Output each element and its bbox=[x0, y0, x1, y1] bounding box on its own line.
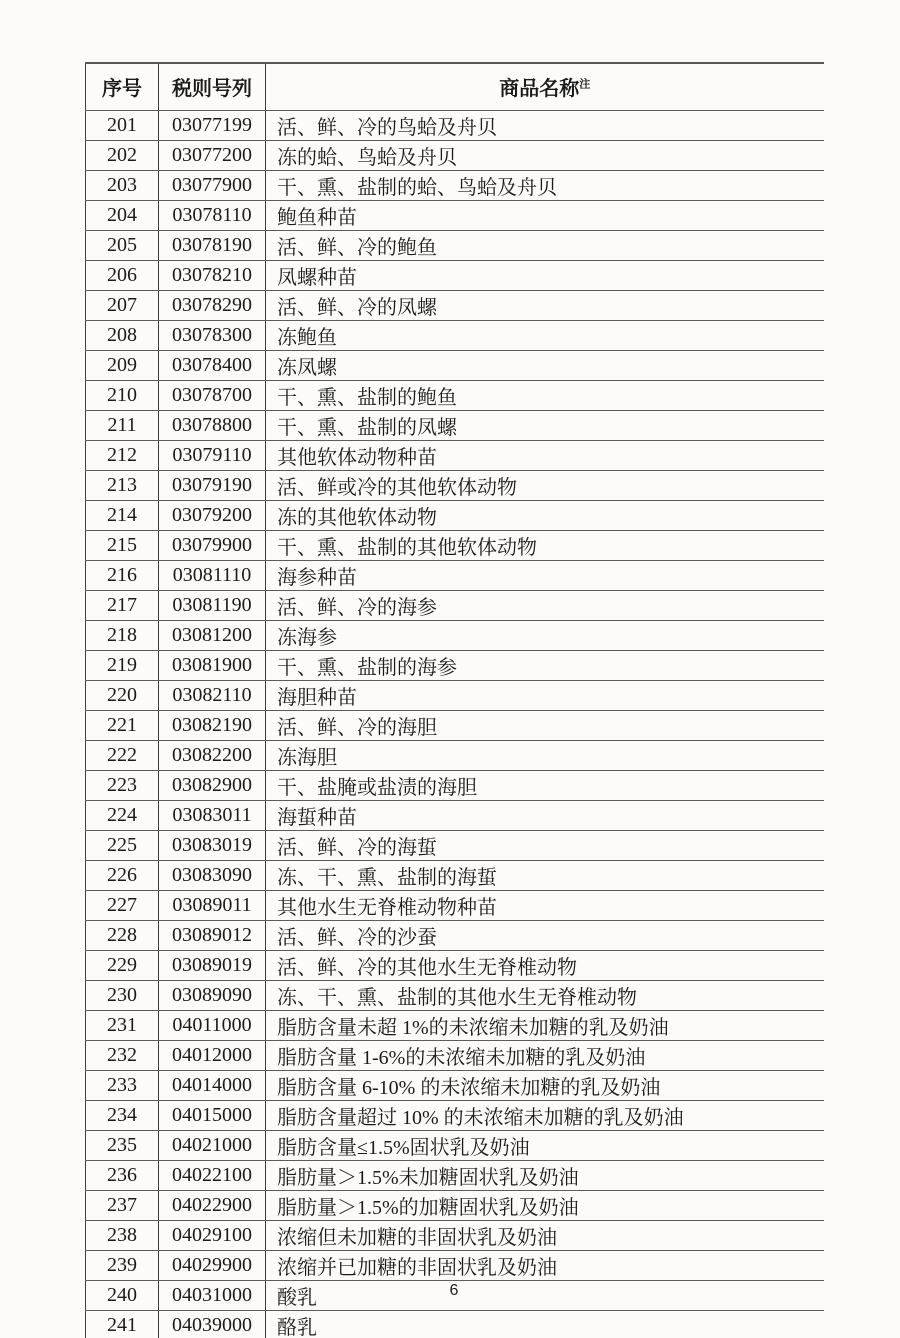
tariff-code-cell: 03083019 bbox=[159, 830, 266, 860]
row-index-cell: 215 bbox=[86, 530, 159, 560]
product-name-cell: 冻的蛤、鸟蛤及舟贝 bbox=[266, 140, 824, 170]
product-name-cell: 活、鲜、冷的海参 bbox=[266, 590, 824, 620]
row-index-cell: 220 bbox=[86, 680, 159, 710]
row-index-cell: 239 bbox=[86, 1250, 159, 1280]
tariff-code-cell: 04029900 bbox=[159, 1250, 266, 1280]
product-name-cell: 脂肪含量 6-10% 的未浓缩未加糖的乳及奶油 bbox=[266, 1070, 824, 1100]
row-index-cell: 204 bbox=[86, 200, 159, 230]
table-row bbox=[86, 860, 824, 890]
row-index-cell: 201 bbox=[86, 110, 159, 140]
tariff-code-cell: 03082200 bbox=[159, 740, 266, 770]
product-name-cell: 凤螺种苗 bbox=[266, 260, 824, 290]
table-body bbox=[86, 110, 824, 1338]
row-index-cell: 213 bbox=[86, 470, 159, 500]
product-name-cell: 浓缩但未加糖的非固状乳及奶油 bbox=[266, 1220, 824, 1250]
row-index-cell: 210 bbox=[86, 380, 159, 410]
tariff-code-cell: 03078290 bbox=[159, 290, 266, 320]
product-name-cell: 脂肪量＞1.5%的加糖固状乳及奶油 bbox=[266, 1190, 824, 1220]
tariff-code-cell: 04039000 bbox=[159, 1310, 266, 1338]
product-name-cell: 脂肪含量未超 1%的未浓缩未加糖的乳及奶油 bbox=[266, 1010, 824, 1040]
table-row bbox=[86, 740, 824, 770]
table-row bbox=[86, 1190, 824, 1220]
product-name-cell: 活、鲜、冷的海蜇 bbox=[266, 830, 824, 860]
table-row bbox=[86, 890, 824, 920]
product-name-cell: 冻凤螺 bbox=[266, 350, 824, 380]
tariff-code-cell: 03078110 bbox=[159, 200, 266, 230]
product-name-cell: 脂肪含量≤1.5%固状乳及奶油 bbox=[266, 1130, 824, 1160]
row-index-cell: 229 bbox=[86, 950, 159, 980]
row-index-cell: 238 bbox=[86, 1220, 159, 1250]
product-name-cell: 干、熏、盐制的其他软体动物 bbox=[266, 530, 824, 560]
tariff-code-cell: 03081190 bbox=[159, 590, 266, 620]
row-index-cell: 218 bbox=[86, 620, 159, 650]
tariff-code-cell: 03081900 bbox=[159, 650, 266, 680]
col-header-name-label: 商品名称 bbox=[499, 78, 580, 101]
product-name-cell: 冻海胆 bbox=[266, 740, 824, 770]
table-row bbox=[86, 170, 824, 200]
row-index-cell: 208 bbox=[86, 320, 159, 350]
product-name-cell: 冻的其他软体动物 bbox=[266, 500, 824, 530]
table-row bbox=[86, 1070, 824, 1100]
table-row bbox=[86, 1220, 824, 1250]
table-row bbox=[86, 950, 824, 980]
tariff-code-cell: 03079110 bbox=[159, 440, 266, 470]
row-index-cell: 217 bbox=[86, 590, 159, 620]
col-header-name bbox=[266, 63, 824, 110]
product-name-cell: 活、鲜、冷的其他水生无脊椎动物 bbox=[266, 950, 824, 980]
product-name-cell: 酸乳 bbox=[266, 1280, 824, 1310]
table-row bbox=[86, 1040, 824, 1070]
table-row bbox=[86, 470, 824, 500]
row-index-cell: 223 bbox=[86, 770, 159, 800]
product-name-cell: 活、鲜、冷的鲍鱼 bbox=[266, 230, 824, 260]
row-index-cell: 233 bbox=[86, 1070, 159, 1100]
row-index-cell: 227 bbox=[86, 890, 159, 920]
table-row bbox=[86, 380, 824, 410]
table-row bbox=[86, 680, 824, 710]
row-index-cell: 231 bbox=[86, 1010, 159, 1040]
tariff-code-cell: 03089019 bbox=[159, 950, 266, 980]
product-name-cell: 干、熏、盐制的海参 bbox=[266, 650, 824, 680]
tariff-code-cell: 03082110 bbox=[159, 680, 266, 710]
row-index-cell: 224 bbox=[86, 800, 159, 830]
header-row bbox=[86, 63, 824, 110]
tariff-code-cell: 04012000 bbox=[159, 1040, 266, 1070]
tariff-code-cell: 04029100 bbox=[159, 1220, 266, 1250]
product-name-cell: 干、盐腌或盐渍的海胆 bbox=[266, 770, 824, 800]
row-index-cell: 216 bbox=[86, 560, 159, 590]
table-row bbox=[86, 140, 824, 170]
table-row bbox=[86, 920, 824, 950]
row-index-cell: 226 bbox=[86, 860, 159, 890]
product-name-cell: 冻、干、熏、盐制的其他水生无脊椎动物 bbox=[266, 980, 824, 1010]
row-index-cell: 232 bbox=[86, 1040, 159, 1070]
row-index-cell: 206 bbox=[86, 260, 159, 290]
product-name-cell: 冻、干、熏、盐制的海蜇 bbox=[266, 860, 824, 890]
table-row bbox=[86, 350, 824, 380]
product-name-cell: 脂肪含量 1-6%的未浓缩未加糖的乳及奶油 bbox=[266, 1040, 824, 1070]
col-header-name-note-mark: 注 bbox=[579, 78, 591, 91]
table-row bbox=[86, 320, 824, 350]
product-name-cell: 冻海参 bbox=[266, 620, 824, 650]
row-index-cell: 205 bbox=[86, 230, 159, 260]
table-row bbox=[86, 230, 824, 260]
table-row bbox=[86, 440, 824, 470]
table-row bbox=[86, 800, 824, 830]
row-index-cell: 228 bbox=[86, 920, 159, 950]
tariff-code-cell: 03078400 bbox=[159, 350, 266, 380]
table-row bbox=[86, 260, 824, 290]
table-row bbox=[86, 620, 824, 650]
product-name-cell: 浓缩并已加糖的非固状乳及奶油 bbox=[266, 1250, 824, 1280]
tariff-code-cell: 03078800 bbox=[159, 410, 266, 440]
product-name-cell: 其他水生无脊椎动物种苗 bbox=[266, 890, 824, 920]
tariff-code-cell: 03081110 bbox=[159, 560, 266, 590]
product-name-cell: 活、鲜、冷的凤螺 bbox=[266, 290, 824, 320]
product-name-cell: 干、熏、盐制的凤螺 bbox=[266, 410, 824, 440]
table-row bbox=[86, 500, 824, 530]
table-header bbox=[86, 63, 824, 110]
row-index-cell: 209 bbox=[86, 350, 159, 380]
tariff-code-cell: 04022100 bbox=[159, 1160, 266, 1190]
row-index-cell: 241 bbox=[86, 1310, 159, 1338]
product-name-cell: 鲍鱼种苗 bbox=[266, 200, 824, 230]
tariff-code-cell: 03078700 bbox=[159, 380, 266, 410]
row-index-cell: 212 bbox=[86, 440, 159, 470]
row-index-cell: 207 bbox=[86, 290, 159, 320]
tariff-code-cell: 03089090 bbox=[159, 980, 266, 1010]
table-row bbox=[86, 1010, 824, 1040]
row-index-cell: 234 bbox=[86, 1100, 159, 1130]
product-name-cell: 活、鲜或冷的其他软体动物 bbox=[266, 470, 824, 500]
tariff-code-cell: 04022900 bbox=[159, 1190, 266, 1220]
product-name-cell: 干、熏、盐制的鲍鱼 bbox=[266, 380, 824, 410]
table-row bbox=[86, 650, 824, 680]
table-row bbox=[86, 410, 824, 440]
table-row bbox=[86, 830, 824, 860]
table-row bbox=[86, 1130, 824, 1160]
tariff-code-cell: 04021000 bbox=[159, 1130, 266, 1160]
row-index-cell: 230 bbox=[86, 980, 159, 1010]
tariff-code-cell: 03089012 bbox=[159, 920, 266, 950]
row-index-cell: 225 bbox=[86, 830, 159, 860]
page-number: 6 bbox=[449, 1282, 459, 1299]
tariff-code-cell: 03082190 bbox=[159, 710, 266, 740]
tariff-code-cell: 03089011 bbox=[159, 890, 266, 920]
tariff-code-cell: 03081200 bbox=[159, 620, 266, 650]
product-name-cell: 海胆种苗 bbox=[266, 680, 824, 710]
table-row bbox=[86, 1160, 824, 1190]
col-header-code: 税则号列 bbox=[159, 63, 266, 110]
row-index-cell: 214 bbox=[86, 500, 159, 530]
row-index-cell: 202 bbox=[86, 140, 159, 170]
tariff-code-cell: 04014000 bbox=[159, 1070, 266, 1100]
row-index-cell: 235 bbox=[86, 1130, 159, 1160]
row-index-cell: 240 bbox=[86, 1280, 159, 1310]
tariff-code-cell: 03079900 bbox=[159, 530, 266, 560]
row-index-cell: 211 bbox=[86, 410, 159, 440]
tariff-code-cell: 04015000 bbox=[159, 1100, 266, 1130]
table-row bbox=[86, 290, 824, 320]
table-row bbox=[86, 980, 824, 1010]
table-row bbox=[86, 1100, 824, 1130]
product-name-cell: 活、鲜、冷的鸟蛤及舟贝 bbox=[266, 110, 824, 140]
row-index-cell: 221 bbox=[86, 710, 159, 740]
table-row bbox=[86, 710, 824, 740]
tariff-code-cell: 03078210 bbox=[159, 260, 266, 290]
row-index-cell: 236 bbox=[86, 1160, 159, 1190]
tariff-table bbox=[85, 62, 824, 1338]
row-index-cell: 237 bbox=[86, 1190, 159, 1220]
col-header-index: 序号 bbox=[86, 63, 159, 110]
tariff-code-cell: 03082900 bbox=[159, 770, 266, 800]
product-name-cell: 其他软体动物种苗 bbox=[266, 440, 824, 470]
table-row bbox=[86, 560, 824, 590]
tariff-code-cell: 04011000 bbox=[159, 1010, 266, 1040]
product-name-cell: 脂肪量＞1.5%未加糖固状乳及奶油 bbox=[266, 1160, 824, 1190]
table-row bbox=[86, 770, 824, 800]
product-name-cell: 海参种苗 bbox=[266, 560, 824, 590]
table-row bbox=[86, 1310, 824, 1338]
tariff-code-cell: 03077900 bbox=[159, 170, 266, 200]
product-name-cell: 冻鲍鱼 bbox=[266, 320, 824, 350]
tariff-code-cell: 03083090 bbox=[159, 860, 266, 890]
tariff-code-cell: 03079200 bbox=[159, 500, 266, 530]
product-name-cell: 活、鲜、冷的沙蚕 bbox=[266, 920, 824, 950]
tariff-code-cell: 04031000 bbox=[159, 1280, 266, 1310]
table-row bbox=[86, 200, 824, 230]
table-row bbox=[86, 1250, 824, 1280]
product-name-cell: 干、熏、盐制的蛤、鸟蛤及舟贝 bbox=[266, 170, 824, 200]
tariff-code-cell: 03077200 bbox=[159, 140, 266, 170]
product-name-cell: 脂肪含量超过 10% 的未浓缩未加糖的乳及奶油 bbox=[266, 1100, 824, 1130]
row-index-cell: 203 bbox=[86, 170, 159, 200]
table-row bbox=[86, 590, 824, 620]
tariff-code-cell: 03079190 bbox=[159, 470, 266, 500]
product-name-cell: 海蜇种苗 bbox=[266, 800, 824, 830]
product-name-cell: 活、鲜、冷的海胆 bbox=[266, 710, 824, 740]
tariff-code-cell: 03077199 bbox=[159, 110, 266, 140]
tariff-code-cell: 03083011 bbox=[159, 800, 266, 830]
row-index-cell: 219 bbox=[86, 650, 159, 680]
row-index-cell: 222 bbox=[86, 740, 159, 770]
product-name-cell: 酪乳 bbox=[266, 1310, 824, 1338]
tariff-code-cell: 03078190 bbox=[159, 230, 266, 260]
table-row bbox=[86, 530, 824, 560]
tariff-code-cell: 03078300 bbox=[159, 320, 266, 350]
table-row bbox=[86, 110, 824, 140]
